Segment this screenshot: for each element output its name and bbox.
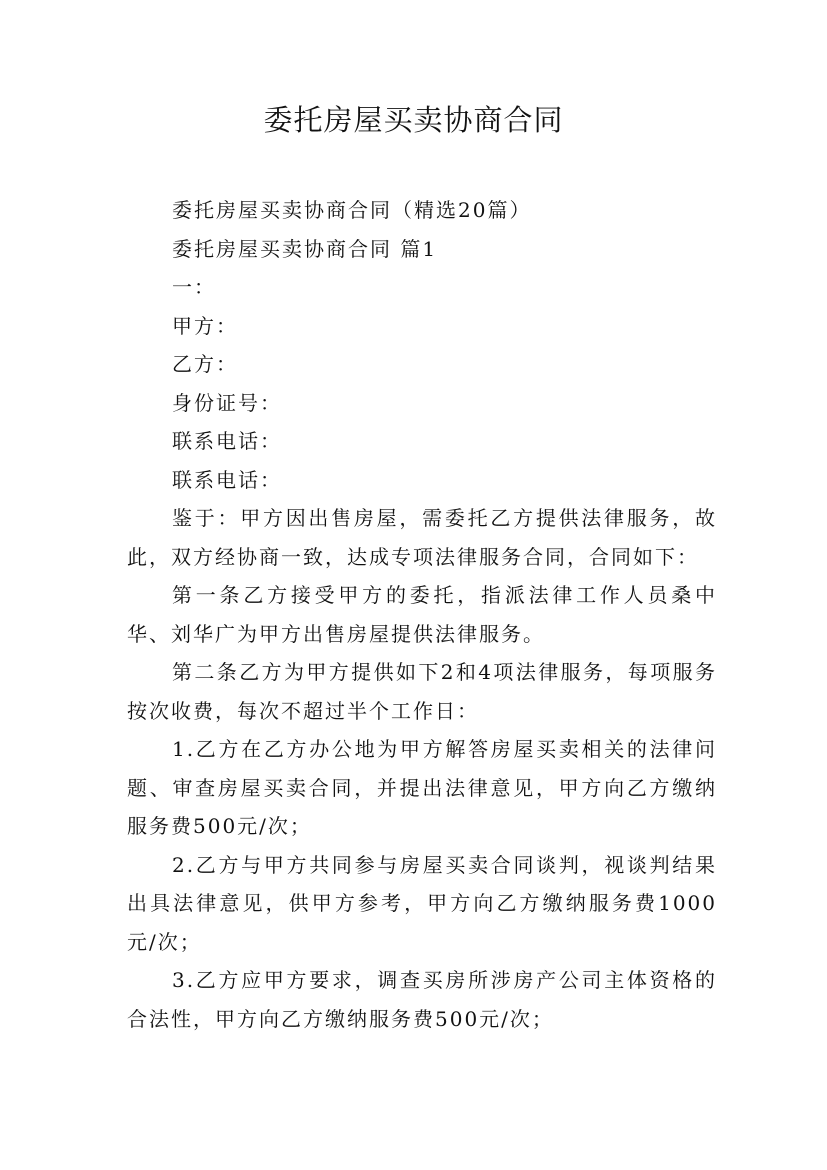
paragraph-part-one: 一： — [172, 275, 216, 299]
paragraph-id-number: 身份证号： — [172, 390, 282, 415]
paragraph-article-2: 第二条乙方为甲方提供如下2和4项法律服务，每项服务按次收费，每次不超过半个工作日： — [127, 660, 717, 723]
paragraph-item-3: 3.乙方应甲方要求，调查买房所涉房产公司主体资格的合法性，甲方向乙方缴纳服务费500元/次； — [127, 968, 717, 1031]
document-body — [127, 191, 717, 1038]
paragraph-item-1: 1.乙方在乙方办公地为甲方解答房屋买卖相关的法律问题、审查房屋买卖合同，并提出法律意见，甲方向乙方缴纳服务费500元/次； — [127, 737, 717, 838]
paragraph-item-2: 2.乙方与甲方共同参与房屋买卖合同谈判，视谈判结果出具法律意见，供甲方参考，甲方向乙方缴纳服务费1000元/次； — [127, 852, 717, 954]
paragraph-party-b: 乙方： — [172, 352, 238, 376]
paragraph-phone-1: 联系电话： — [172, 429, 282, 453]
paragraph-article-1: 第一条乙方接受甲方的委托，指派法律工作人员桑中华、刘华广为甲方出售房屋提供法律服务。 — [127, 583, 717, 646]
document-title: 委托房屋买卖协商合同 — [263, 103, 564, 137]
paragraph-recital: 鉴于：甲方因出售房屋，需委托乙方提供法律服务，故此，双方经协商一致，达成专项法律服务合同，合同如下： — [127, 506, 717, 569]
paragraph-section-heading: 委托房屋买卖协商合同 篇1 — [172, 236, 438, 261]
paragraph-party-a: 甲方： — [172, 313, 238, 338]
paragraph-phone-2: 联系电话： — [172, 467, 282, 492]
paragraph-subtitle: 委托房屋买卖协商合同（精选20篇） — [172, 198, 532, 222]
